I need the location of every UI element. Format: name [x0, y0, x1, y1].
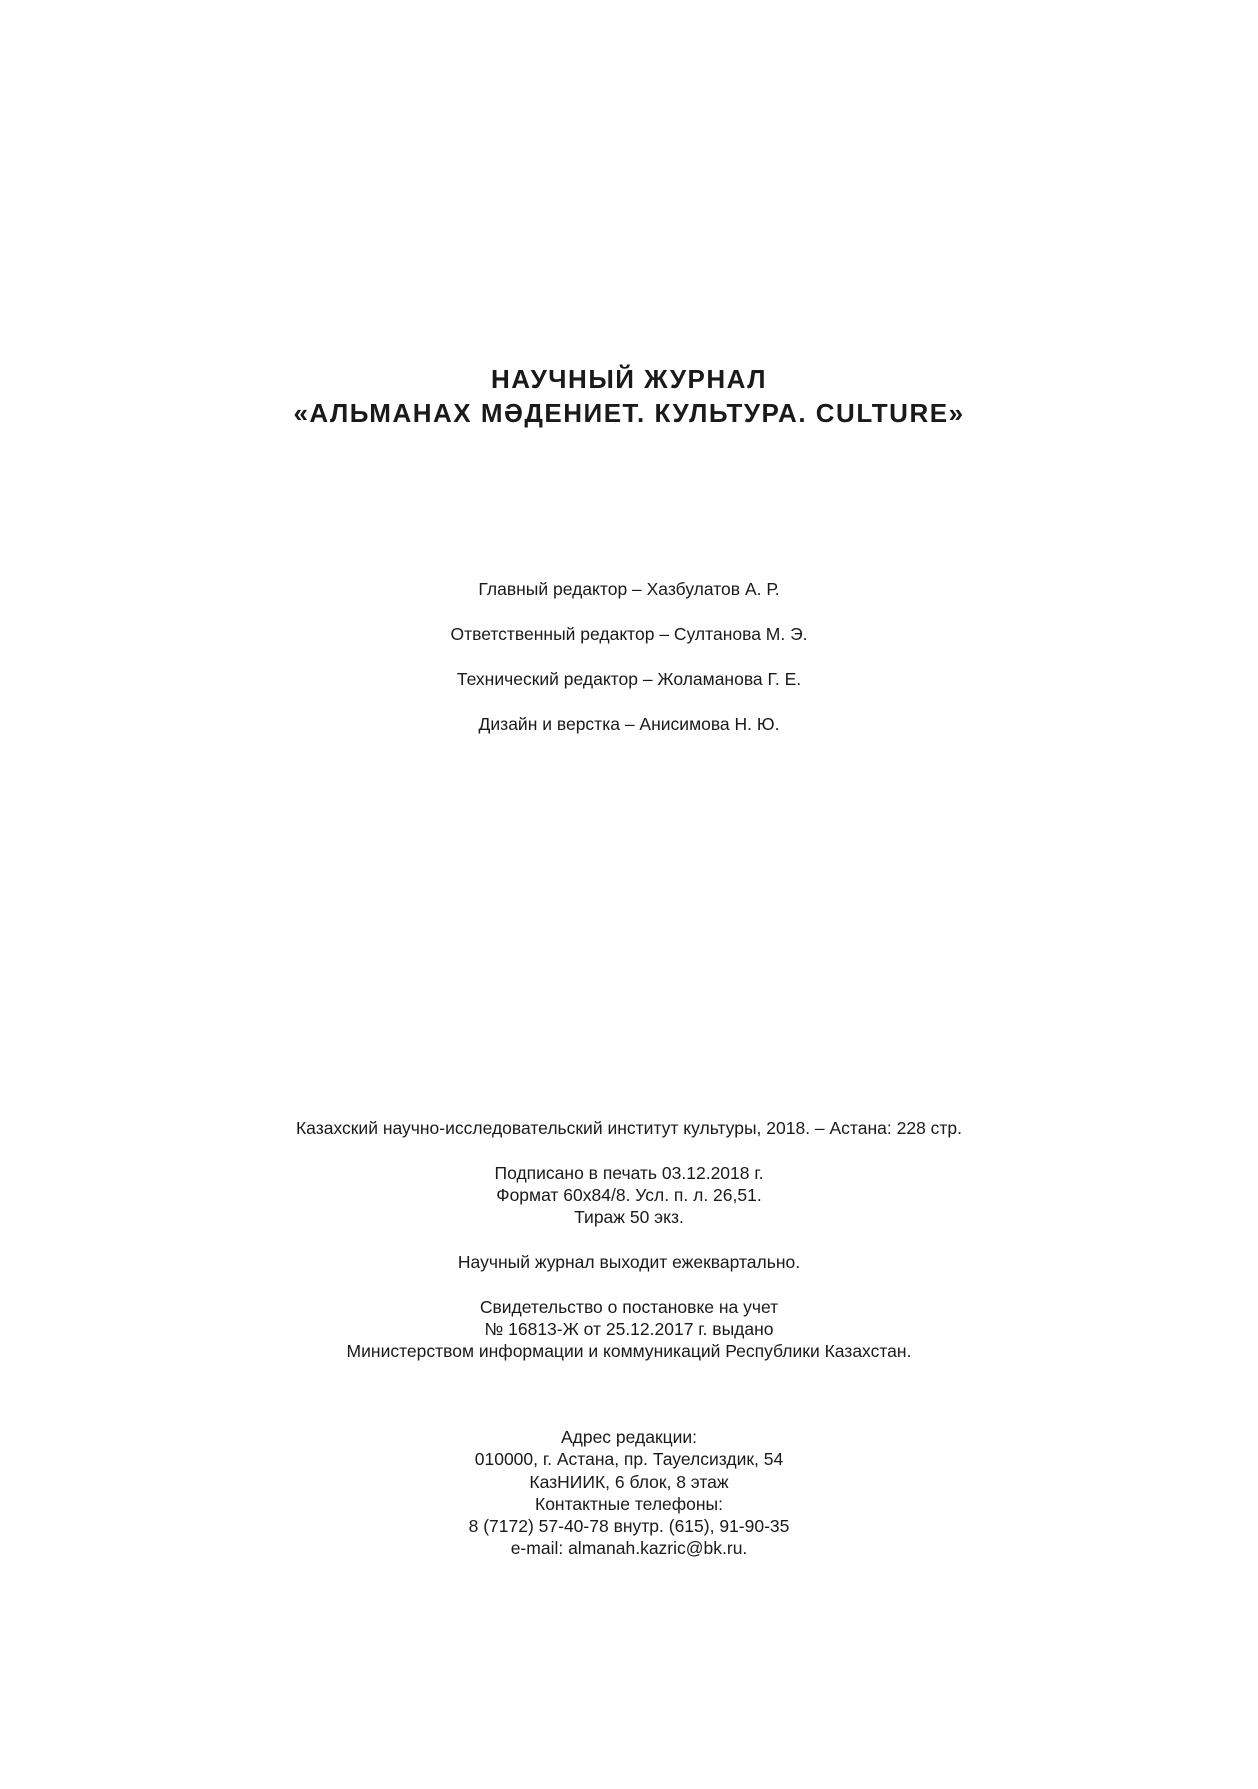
phones-heading: Контактные телефоны:	[535, 1493, 723, 1514]
certificate-line-3: Министерством информации и коммуникаций Республики Казахстан.	[346, 1341, 912, 1361]
publication-frequency: Научный журнал выходит ежеквартально.	[457, 1252, 801, 1272]
address-heading: Адрес редакции:	[560, 1427, 698, 1447]
editor-in-chief: Главный редактор – Хазбулатов А. Р.	[478, 579, 780, 599]
certificate-line-1: Свидетельство о постановке на учет	[479, 1297, 779, 1317]
contact-email: e-mail: almanah.kazric@bk.ru.	[510, 1538, 748, 1559]
technical-editor: Технический редактор – Жоламанова Г. Е.	[456, 669, 802, 689]
imprint-info	[0, 1117, 1258, 1362]
editorial-address	[0, 1426, 1258, 1560]
certificate-line-2: № 16813-Ж от 25.12.2017 г. выдано	[484, 1319, 774, 1339]
address-street: 010000, г. Астана, пр. Тауелсиздик, 54	[474, 1449, 784, 1470]
design-layout-credit: Дизайн и верстка – Анисимова Н. Ю.	[478, 714, 780, 734]
journal-title-line-2: «АЛЬМАНАХ МӘДЕНИЕТ. КУЛЬТУРА. CULTURE»	[293, 398, 965, 428]
phone-numbers: 8 (7172) 57-40-78 внутр. (615), 91-90-35	[468, 1516, 790, 1537]
journal-title	[0, 362, 1258, 430]
publisher-line: Казахский научно-исследовательский институт культуры, 2018. – Астана: 228 стр.	[295, 1118, 963, 1138]
circulation: Тираж 50 экз.	[574, 1207, 684, 1227]
signed-to-print: Подписано в печать 03.12.2018 г.	[494, 1163, 764, 1183]
editorial-staff	[0, 578, 1258, 758]
managing-editor: Ответственный редактор – Султанова М. Э.	[450, 624, 808, 644]
address-building: КазНИИК, 6 блок, 8 этаж	[529, 1471, 729, 1492]
journal-title-line-1: НАУЧНЫЙ ЖУРНАЛ	[491, 364, 767, 394]
print-format: Формат 60х84/8. Усл. п. л. 26,51.	[496, 1185, 762, 1205]
